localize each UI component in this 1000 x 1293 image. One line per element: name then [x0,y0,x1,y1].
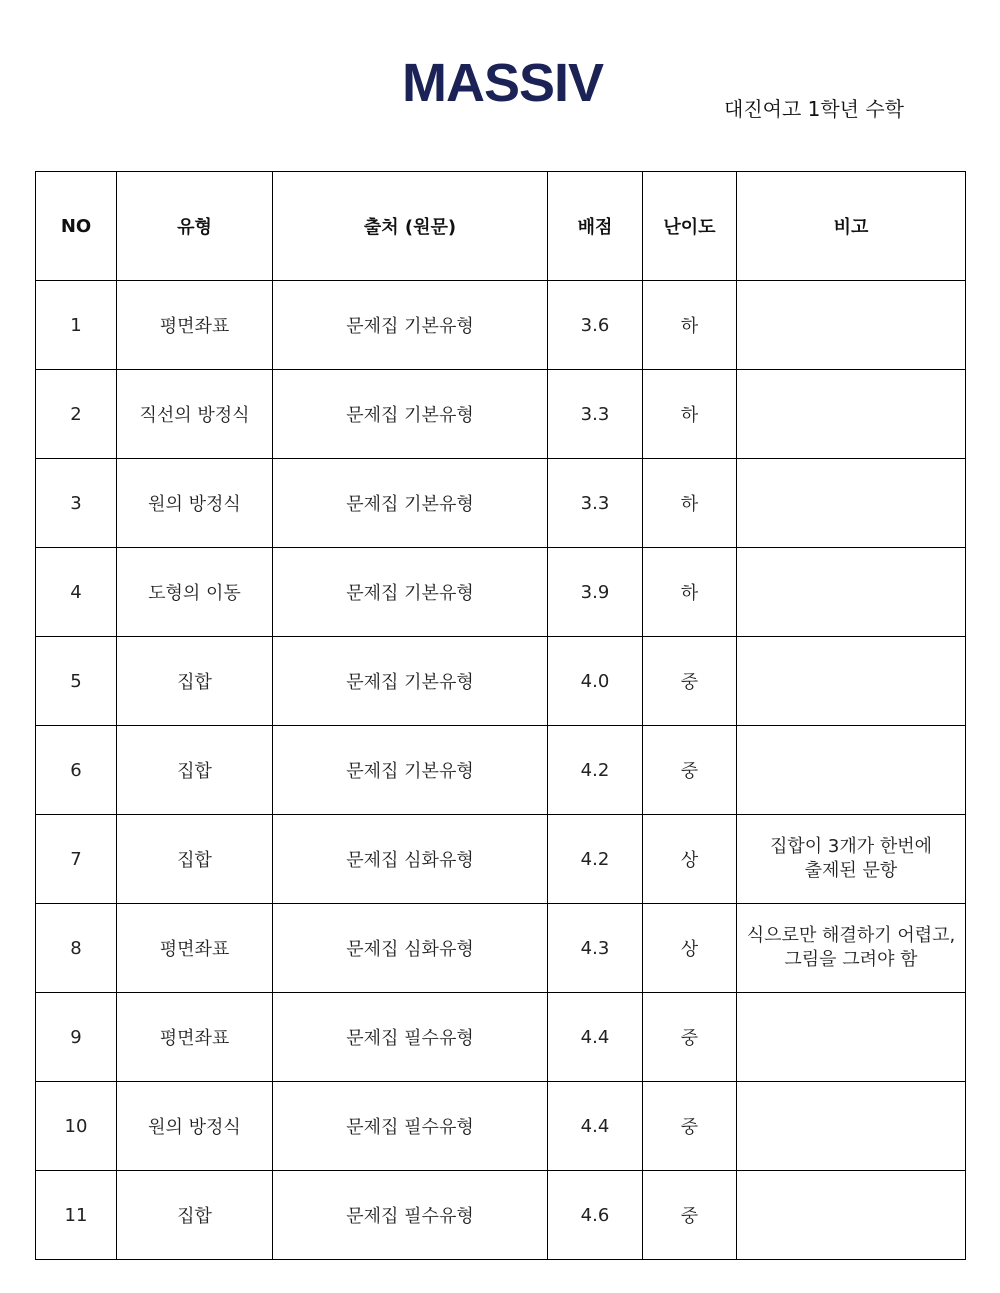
cell-difficulty: 하 [643,459,737,548]
note-line: 그림을 그려야 함 [784,949,918,970]
note-line: 식으로만 해결하기 어렵고, [746,925,956,946]
cell-source: 문제집 심화유형 [273,815,548,904]
header-notes: 비고 [737,172,966,281]
header-type: 유형 [117,172,273,281]
cell-difficulty: 하 [643,281,737,370]
cell-difficulty: 중 [643,637,737,726]
cell-source: 문제집 심화유형 [273,904,548,993]
table-row [36,1082,966,1171]
cell-difficulty: 상 [643,904,737,993]
cell-score: 4.3 [548,904,643,993]
cell-source: 문제집 필수유형 [273,1082,548,1171]
note-line: 집합이 3개가 한번에 [770,836,932,857]
cell-type: 원의 방정식 [117,1082,273,1171]
cell-notes [737,637,966,726]
cell-score: 4.6 [548,1171,643,1260]
cell-no: 1 [36,281,117,370]
cell-no: 8 [36,904,117,993]
table-row [36,637,966,726]
cell-notes [737,548,966,637]
cell-type: 평면좌표 [117,904,273,993]
cell-notes [737,815,966,904]
header-difficulty: 난이도 [643,172,737,281]
cell-source: 문제집 기본유형 [273,281,548,370]
exam-analysis-table [35,171,966,1260]
cell-score: 4.4 [548,993,643,1082]
cell-notes [737,459,966,548]
header-no: NO [36,172,117,281]
cell-type: 평면좌표 [117,281,273,370]
table-row [36,548,966,637]
cell-type: 집합 [117,815,273,904]
cell-no: 10 [36,1082,117,1171]
cell-difficulty: 중 [643,1171,737,1260]
cell-difficulty: 하 [643,548,737,637]
cell-score: 4.0 [548,637,643,726]
document-subtitle: 대진여고 1학년 수학 [724,97,904,121]
cell-no: 6 [36,726,117,815]
cell-difficulty: 하 [643,370,737,459]
cell-source: 문제집 기본유형 [273,459,548,548]
massiv-logo: MASSIV [402,53,604,113]
table-row [36,904,966,993]
cell-difficulty: 중 [643,993,737,1082]
cell-notes [737,370,966,459]
cell-type: 원의 방정식 [117,459,273,548]
header-score: 배점 [548,172,643,281]
cell-source: 문제집 기본유형 [273,726,548,815]
table-row [36,459,966,548]
table-header-row [36,172,966,281]
table-row [36,993,966,1082]
cell-no: 5 [36,637,117,726]
cell-no: 4 [36,548,117,637]
cell-difficulty: 중 [643,1082,737,1171]
cell-type: 직선의 방정식 [117,370,273,459]
cell-source: 문제집 필수유형 [273,993,548,1082]
cell-source: 문제집 기본유형 [273,637,548,726]
cell-notes [737,904,966,993]
cell-score: 4.2 [548,726,643,815]
cell-type: 평면좌표 [117,993,273,1082]
cell-no: 11 [36,1171,117,1260]
cell-score: 3.3 [548,459,643,548]
cell-difficulty: 중 [643,726,737,815]
cell-notes [737,726,966,815]
cell-type: 집합 [117,726,273,815]
note-line: 출제된 문항 [804,860,898,881]
cell-score: 3.9 [548,548,643,637]
cell-type: 집합 [117,1171,273,1260]
cell-notes [737,281,966,370]
cell-source: 문제집 필수유형 [273,1171,548,1260]
table-row [36,1171,966,1260]
cell-type: 집합 [117,637,273,726]
cell-no: 9 [36,993,117,1082]
table-row [36,815,966,904]
table-row [36,281,966,370]
table-row [36,726,966,815]
cell-source: 문제집 기본유형 [273,370,548,459]
cell-score: 4.4 [548,1082,643,1171]
header-source: 출처 (원문) [273,172,548,281]
cell-type: 도형의 이동 [117,548,273,637]
table-row [36,370,966,459]
cell-score: 4.2 [548,815,643,904]
cell-notes [737,993,966,1082]
cell-notes [737,1082,966,1171]
cell-source: 문제집 기본유형 [273,548,548,637]
cell-score: 3.6 [548,281,643,370]
cell-difficulty: 상 [643,815,737,904]
cell-no: 2 [36,370,117,459]
cell-no: 3 [36,459,117,548]
cell-notes [737,1171,966,1260]
cell-score: 3.3 [548,370,643,459]
cell-no: 7 [36,815,117,904]
